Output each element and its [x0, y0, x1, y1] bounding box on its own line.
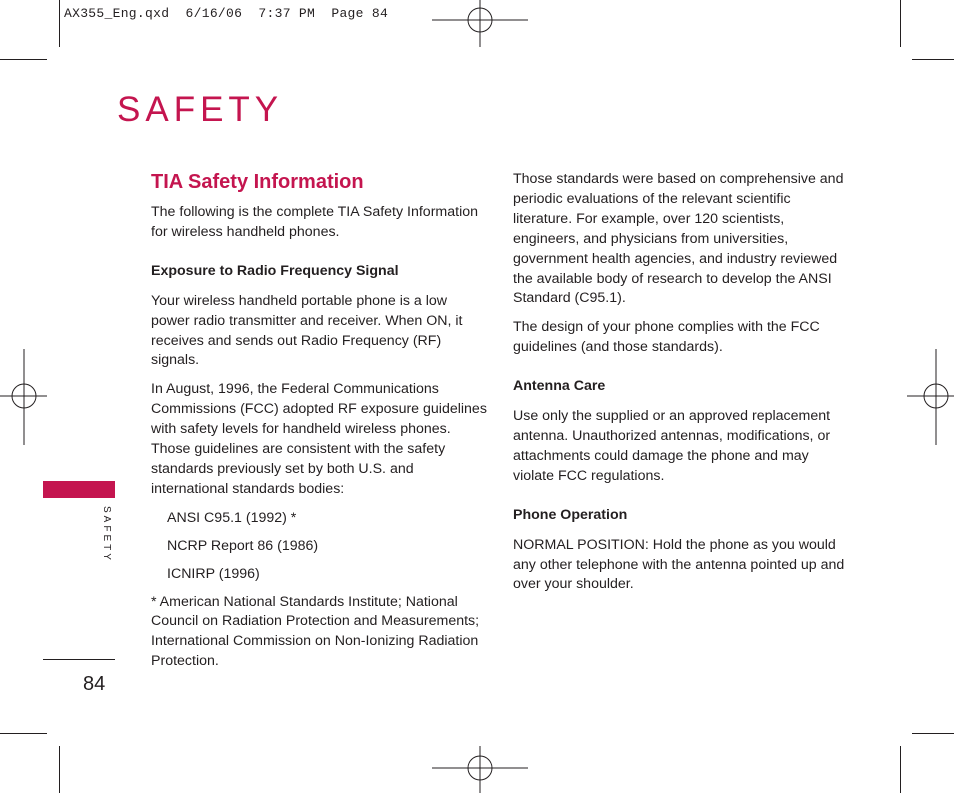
crop-mark-bottom-right-h — [912, 733, 954, 734]
standard-item: ANSI C95.1 (1992) * — [167, 509, 297, 526]
footnote: * American National Standards Institute; National Council on Radiation Protection and Measurements; International Commission on Non-Ionizing Radiation Protection. — [151, 593, 480, 670]
sidebar-section-label: SAFETY — [101, 506, 112, 563]
antenna-care-heading: Antenna Care — [513, 378, 606, 395]
phone-operation-heading: Phone Operation — [513, 506, 628, 523]
antenna-care-paragraph: Use only the supplied or an approved replacement antenna. Unauthorized antennas, modifications, or attachments could damage the phone and may violate FCC regulations. — [513, 408, 831, 484]
registration-mark-left — [0, 349, 47, 445]
registration-mark-right — [907, 349, 954, 445]
standards-paragraph: Those standards were based on comprehensive and periodic evaluations of the relevant scientific literature. For example, over 120 scientists, engineers, and physicians from universities, government health agencies, and industry reviewed the available body of research to develop the ANSI Standard (C95.1). — [513, 171, 844, 307]
printer-slug: AX355_Eng.qxd 6/16/06 7:37 PM Page 84 — [64, 6, 389, 21]
crop-mark-top-right-v — [900, 0, 901, 47]
registration-mark-bottom — [432, 746, 528, 793]
right-column — [513, 170, 848, 604]
section-heading: TIA Safety Information — [151, 171, 364, 193]
page-title: SAFETY — [117, 90, 284, 129]
crop-mark-bottom-left-v — [59, 746, 60, 793]
standard-item: NCRP Report 86 (1986) — [167, 537, 319, 554]
page-number-rule — [43, 659, 115, 660]
standard-item: ICNIRP (1996) — [167, 565, 260, 582]
crop-mark-top-right-h — [912, 59, 954, 60]
design-paragraph: The design of your phone complies with the FCC guidelines (and those standards). — [513, 319, 820, 356]
crop-mark-top-left-v — [59, 0, 60, 47]
sidebar-tab-block — [43, 481, 115, 498]
rf-paragraph: Your wireless handheld portable phone is a low power radio transmitter and receiver. When ON, it receives and sends out Radio Frequency (RF) signals. — [151, 292, 463, 369]
fcc-paragraph: In August, 1996, the Federal Communications Commissions (FCC) adopted RF exposure guidelines with safety levels for handheld wireless phones. Those guidelines are consistent with the safety standards previously set by both U.S. and international standards bodies: — [151, 381, 487, 497]
intro-paragraph: The following is the complete TIA Safety Information for wireless handheld phones. — [151, 204, 479, 240]
rf-exposure-heading: Exposure to Radio Frequency Signal — [151, 262, 399, 279]
registration-mark-top — [432, 0, 528, 47]
phone-operation-paragraph: NORMAL POSITION: Hold the phone as you would any other telephone with the antenna pointed up and over your shoulder. — [513, 536, 845, 593]
left-column — [151, 170, 487, 681]
crop-mark-bottom-left-h — [0, 733, 47, 734]
page-number: 84 — [83, 673, 106, 695]
crop-mark-bottom-right-v — [900, 746, 901, 793]
crop-mark-top-left-h — [0, 59, 47, 60]
